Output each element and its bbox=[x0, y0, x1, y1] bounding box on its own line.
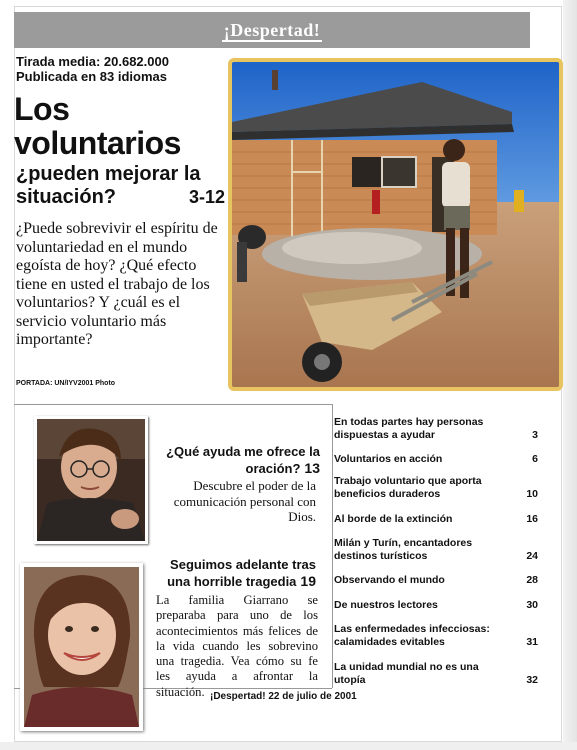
feature-prayer-title: ¿Qué ayuda me ofrece la oración? 13 bbox=[166, 444, 320, 476]
cover-illustration bbox=[232, 62, 559, 387]
toc-entry[interactable]: Milán y Turín, encantadores destinos turísticos 24 bbox=[334, 537, 538, 562]
cover-photo bbox=[228, 58, 563, 391]
masthead-bar bbox=[14, 12, 530, 48]
page-edge-shadow bbox=[563, 0, 577, 750]
cover-headline: Los voluntarios bbox=[14, 91, 181, 161]
woman-portrait-illustration bbox=[24, 567, 139, 727]
feature-tragedy-description: La familia Giarrano se preparaba para uno de los acontecimientos más felices de la vida cuando les sobrevino una tragedia. Vea cómo su fe les ayuda a afrontar la situación. bbox=[156, 593, 318, 699]
prayer-article-photo bbox=[34, 416, 148, 544]
issue-date: ¡Despertad! 22 de julio de 2001 bbox=[210, 691, 357, 702]
masthead-title: ¡Despertad! bbox=[223, 20, 321, 40]
toc-entry[interactable]: Voluntarios en acción 6 bbox=[334, 453, 538, 465]
print-run: Tirada media: 20.682.000 bbox=[16, 54, 169, 69]
cover-lead-text: ¿Puede sobrevivir el espíritu de voluntariedad en el mundo egoísta de hoy? ¿Qué efecto tiene en usted el trabajo de los voluntarios? Y ¿cuál es el servicio voluntario más importante? bbox=[16, 220, 218, 348]
toc-divider bbox=[332, 404, 333, 688]
photo-credit: PORTADA: UN/IYV2001 Photo bbox=[16, 380, 116, 387]
page-bottom-edge bbox=[0, 742, 577, 750]
feature-tragedy-page: 19 bbox=[300, 573, 316, 589]
section-divider bbox=[14, 404, 332, 405]
toc-entry[interactable]: De nuestros lectores 30 bbox=[334, 599, 538, 611]
languages-count: Publicada en 83 idiomas bbox=[16, 69, 167, 84]
toc-entry[interactable]: Al borde de la extinción 16 bbox=[334, 513, 538, 525]
young-man-illustration bbox=[37, 419, 145, 541]
feature-prayer-page: 13 bbox=[304, 460, 320, 476]
toc-entry[interactable]: Las enfermedades infecciosas: calamidades evitables 31 bbox=[334, 623, 538, 648]
cover-pages: 3-12 bbox=[189, 187, 226, 207]
toc-entry[interactable]: La unidad mundial no es una utopía 32 bbox=[334, 661, 538, 686]
tragedy-article-photo bbox=[20, 563, 143, 731]
cover-subhead: ¿pueden mejorar la situación? 3-12 bbox=[16, 163, 226, 208]
feature-prayer-description: Descubre el poder de la comunicación personal con Dios. bbox=[173, 478, 316, 524]
feature-tragedy-title: Seguimos adelante tras una horrible tragedia 19 bbox=[167, 557, 316, 589]
circulation-info bbox=[16, 54, 169, 84]
toc-entry[interactable]: Trabajo voluntario que aporta beneficios duraderos 10 bbox=[334, 475, 538, 500]
toc-entry[interactable]: En todas partes hay personas dispuestas a ayudar 3 bbox=[334, 416, 538, 441]
toc-entry[interactable]: Observando el mundo 28 bbox=[334, 574, 538, 586]
